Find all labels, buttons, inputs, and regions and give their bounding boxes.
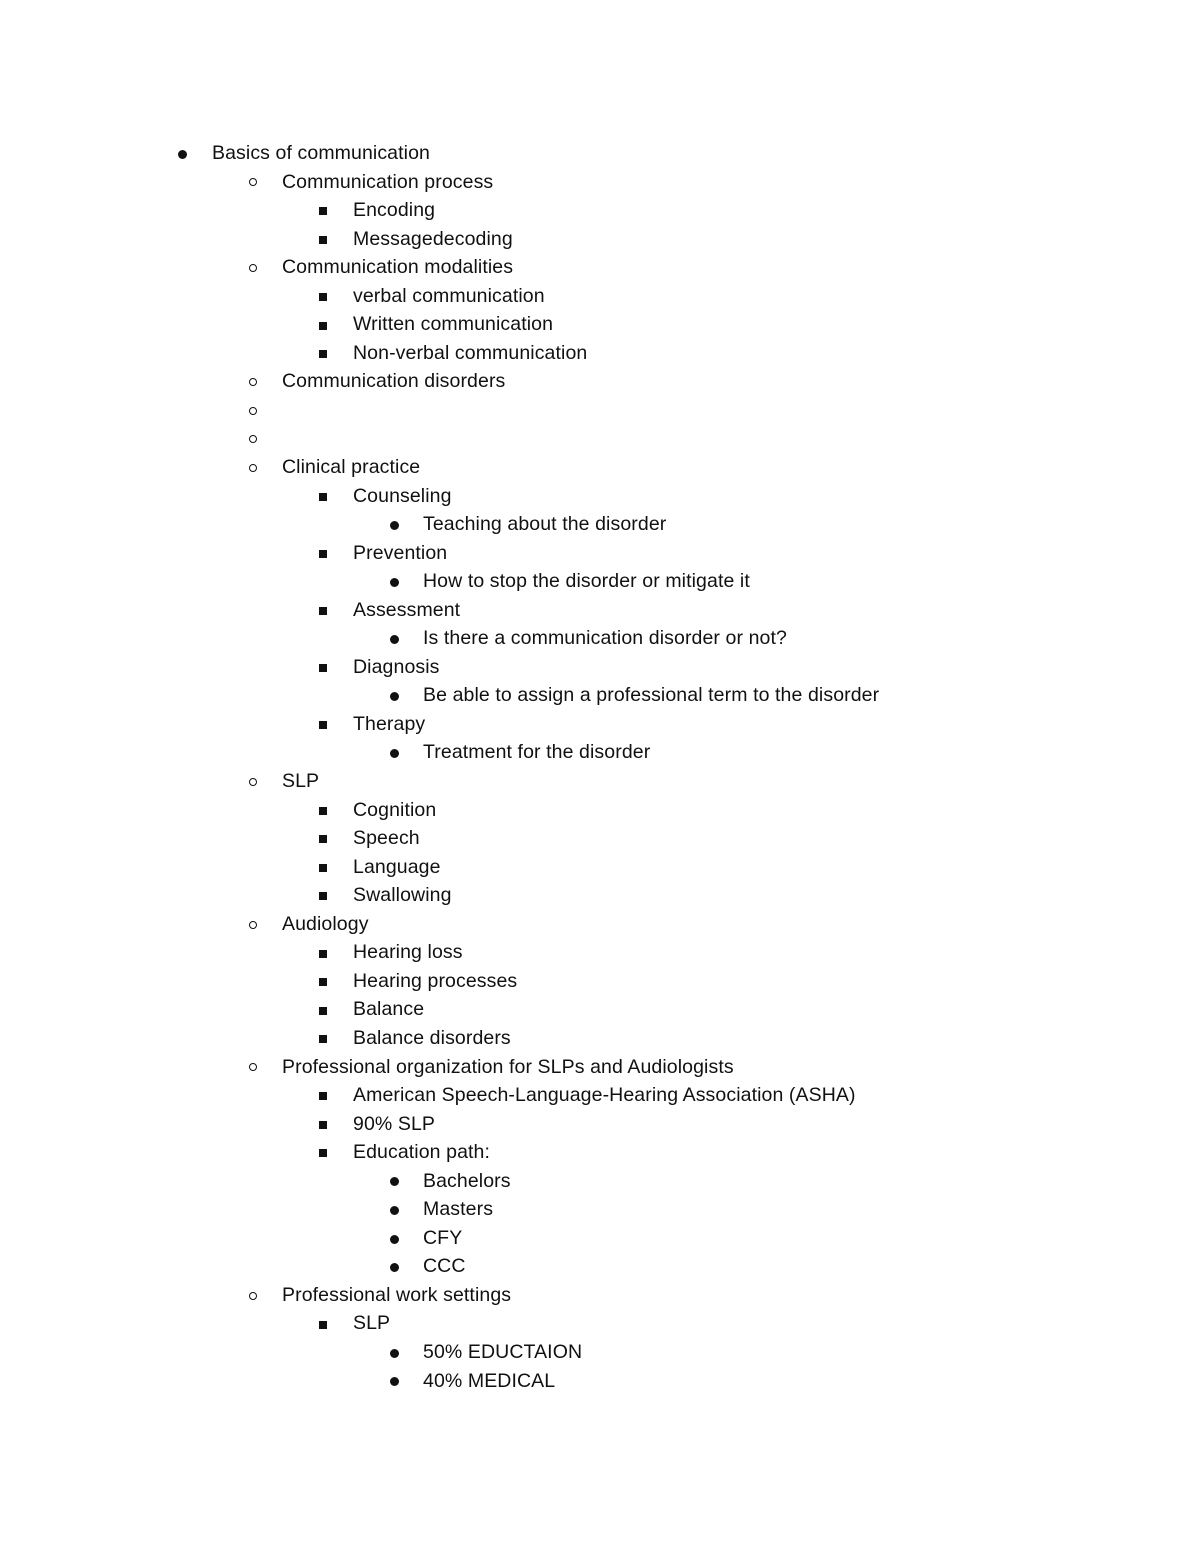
circle-bullet-icon xyxy=(249,407,257,415)
outline-item-text: How to stop the disorder or mitigate it xyxy=(423,570,750,593)
outline-item-level-1 xyxy=(0,168,1200,197)
square-bullet-icon xyxy=(319,807,327,815)
outline-item-level-2 xyxy=(0,796,1200,825)
outline-item-text: CCC xyxy=(423,1255,466,1278)
disc-bullet-icon xyxy=(390,635,399,644)
outline-item-text: Assessment xyxy=(353,598,461,621)
outline-item-text: Messagedecoding xyxy=(353,227,513,250)
square-bullet-icon xyxy=(319,978,327,986)
outline-item-level-2 xyxy=(0,1081,1200,1110)
square-bullet-icon xyxy=(319,493,327,501)
outline-item-text: Audiology xyxy=(282,912,369,935)
square-bullet-icon xyxy=(319,322,327,330)
outline-item-level-2 xyxy=(0,1024,1200,1053)
outline-item-level-3 xyxy=(0,510,1200,539)
disc-bullet-icon xyxy=(390,1177,399,1186)
outline-item-text: verbal communication xyxy=(353,284,545,307)
square-bullet-icon xyxy=(319,835,327,843)
outline-item-text: Hearing loss xyxy=(353,941,463,964)
outline-item-level-2 xyxy=(0,310,1200,339)
outline-item-text: Be able to assign a professional term to the disorder xyxy=(423,684,880,707)
circle-bullet-icon xyxy=(249,778,257,786)
outline-item-text: Encoding xyxy=(353,199,436,222)
outline-item-text: 40% MEDICAL xyxy=(423,1369,556,1392)
outline-item-text: Non-verbal communication xyxy=(353,341,588,364)
outline-item-level-1 xyxy=(0,367,1200,396)
outline-item-level-2 xyxy=(0,339,1200,368)
outline-item-text: Hearing processes xyxy=(353,969,518,992)
outline-item-text: Communication modalities xyxy=(282,256,514,279)
outline-item-level-2 xyxy=(0,282,1200,311)
square-bullet-icon xyxy=(319,1035,327,1043)
disc-bullet-icon xyxy=(390,521,399,530)
outline-item-text: Swallowing xyxy=(353,884,452,907)
outline-item-text: Communication process xyxy=(282,170,494,193)
outline-item-text: American Speech-Language-Hearing Association (ASHA) xyxy=(353,1084,856,1107)
square-bullet-icon xyxy=(319,1121,327,1129)
circle-bullet-icon xyxy=(249,1063,257,1071)
disc-bullet-icon xyxy=(390,692,399,701)
circle-bullet-icon xyxy=(249,378,257,386)
outline-document xyxy=(0,139,1200,1395)
square-bullet-icon xyxy=(319,950,327,958)
outline-item-level-2 xyxy=(0,853,1200,882)
disc-bullet-icon xyxy=(178,150,187,159)
outline-item-text: Professional organization for SLPs and Audiologists xyxy=(282,1055,734,1078)
outline-item-text: SLP xyxy=(353,1312,391,1335)
circle-bullet-icon xyxy=(249,264,257,272)
outline-item-level-3 xyxy=(0,1195,1200,1224)
outline-item-level-3 xyxy=(0,738,1200,767)
disc-bullet-icon xyxy=(390,1349,399,1358)
outline-item-text: Prevention xyxy=(353,541,448,564)
outline-item-level-3 xyxy=(0,567,1200,596)
square-bullet-icon xyxy=(319,1149,327,1157)
disc-bullet-icon xyxy=(390,1206,399,1215)
outline-item-level-3 xyxy=(0,1167,1200,1196)
outline-item-level-1 xyxy=(0,1281,1200,1310)
disc-bullet-icon xyxy=(390,749,399,758)
outline-item-text: Education path: xyxy=(353,1141,491,1164)
outline-item-text: Basics of communication xyxy=(212,142,430,164)
outline-item-level-3 xyxy=(0,1367,1200,1396)
outline-item-level-2 xyxy=(0,967,1200,996)
outline-item-text: Communication disorders xyxy=(282,370,506,393)
square-bullet-icon xyxy=(319,1092,327,1100)
outline-item-level-1 xyxy=(0,1053,1200,1082)
outline-item-level-1 xyxy=(0,424,1200,453)
square-bullet-icon xyxy=(319,664,327,672)
circle-bullet-icon xyxy=(249,1292,257,1300)
outline-item-text: Therapy xyxy=(353,712,426,735)
square-bullet-icon xyxy=(319,1321,327,1329)
outline-item-level-2 xyxy=(0,596,1200,625)
outline-item-level-2 xyxy=(0,539,1200,568)
outline-item-level-3 xyxy=(0,1338,1200,1367)
disc-bullet-icon xyxy=(390,578,399,587)
outline-item-level-2 xyxy=(0,995,1200,1024)
outline-item-level-2 xyxy=(0,196,1200,225)
outline-item-text: Teaching about the disorder xyxy=(423,513,667,536)
outline-item-text: Clinical practice xyxy=(282,456,421,479)
square-bullet-icon xyxy=(319,607,327,615)
outline-item-text: Bachelors xyxy=(423,1169,511,1192)
outline-item-text: 50% EDUCTAION xyxy=(423,1340,583,1363)
square-bullet-icon xyxy=(319,864,327,872)
outline-item-level-2 xyxy=(0,225,1200,254)
outline-item-text: Language xyxy=(353,855,441,878)
outline-item-level-3 xyxy=(0,624,1200,653)
outline-item-level-2 xyxy=(0,710,1200,739)
outline-item-level-1 xyxy=(0,453,1200,482)
outline-item-text: Treatment for the disorder xyxy=(423,741,651,764)
outline-item-level-3 xyxy=(0,681,1200,710)
square-bullet-icon xyxy=(319,236,327,244)
outline-item-text: Is there a communication disorder or not? xyxy=(423,627,787,650)
outline-item-text: Masters xyxy=(423,1198,494,1221)
outline-item-text: Written communication xyxy=(353,313,554,336)
outline-item-level-1 xyxy=(0,396,1200,425)
circle-bullet-icon xyxy=(249,435,257,443)
outline-item-level-1 xyxy=(0,767,1200,796)
outline-item-level-2 xyxy=(0,1138,1200,1167)
outline-item-text: SLP xyxy=(282,770,320,793)
outline-item-text: Diagnosis xyxy=(353,655,440,678)
outline-item-level-2 xyxy=(0,653,1200,682)
square-bullet-icon xyxy=(319,293,327,301)
outline-item-text: Balance disorders xyxy=(353,1026,511,1049)
disc-bullet-icon xyxy=(390,1263,399,1272)
outline-item-text: CFY xyxy=(423,1226,463,1249)
outline-item-text: 90% SLP xyxy=(353,1112,436,1135)
outline-item-level-2 xyxy=(0,482,1200,511)
outline-item-level-2 xyxy=(0,1309,1200,1338)
outline-item-text: Cognition xyxy=(353,798,437,821)
square-bullet-icon xyxy=(319,350,327,358)
outline-item-text: Professional work settings xyxy=(282,1283,512,1306)
square-bullet-icon xyxy=(319,892,327,900)
circle-bullet-icon xyxy=(249,464,257,472)
outline-item-level-3 xyxy=(0,1252,1200,1281)
outline-item-text: Counseling xyxy=(353,484,452,507)
outline-item-level-2 xyxy=(0,881,1200,910)
outline-item-text: Balance xyxy=(353,998,425,1021)
outline-item-level-0 xyxy=(0,139,1200,168)
circle-bullet-icon xyxy=(249,921,257,929)
outline-item-level-1 xyxy=(0,910,1200,939)
disc-bullet-icon xyxy=(390,1235,399,1244)
square-bullet-icon xyxy=(319,550,327,558)
outline-item-level-2 xyxy=(0,824,1200,853)
outline-item-level-2 xyxy=(0,938,1200,967)
circle-bullet-icon xyxy=(249,178,257,186)
outline-item-level-3 xyxy=(0,1224,1200,1253)
disc-bullet-icon xyxy=(390,1377,399,1386)
square-bullet-icon xyxy=(319,1007,327,1015)
square-bullet-icon xyxy=(319,721,327,729)
outline-item-text: Speech xyxy=(353,827,420,850)
square-bullet-icon xyxy=(319,207,327,215)
outline-item-level-1 xyxy=(0,253,1200,282)
outline-item-level-2 xyxy=(0,1110,1200,1139)
